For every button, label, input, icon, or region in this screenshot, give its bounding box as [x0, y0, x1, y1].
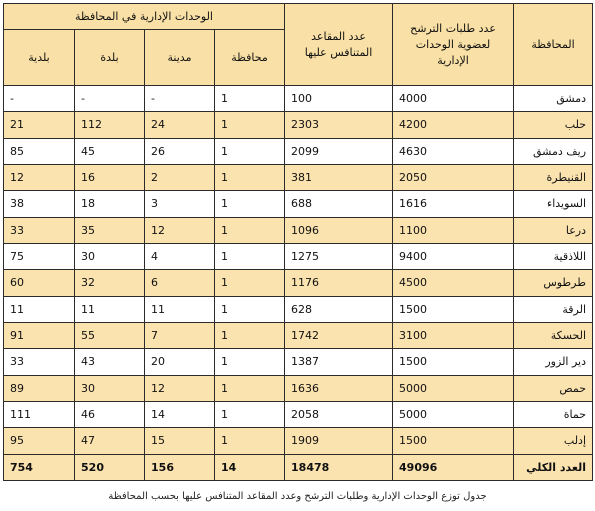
- table-row: [4, 217, 593, 243]
- cell-governorate: الحسكة: [514, 322, 593, 348]
- cell-madina: 12: [145, 217, 215, 243]
- cell-seats: 1096: [285, 217, 393, 243]
- cell-baladiya: 21: [4, 112, 75, 138]
- cell-muhafaza: 1: [215, 164, 285, 190]
- cell-seats: 100: [285, 86, 393, 112]
- cell-applications: 1100: [393, 217, 514, 243]
- table-row: [4, 375, 593, 401]
- cell-total-baladiya: 754: [4, 454, 75, 480]
- table-row: [4, 191, 593, 217]
- header-seats: عدد المقاعد المتنافس عليها: [285, 4, 393, 86]
- cell-madina: 7: [145, 322, 215, 348]
- table-row: [4, 86, 593, 112]
- cell-muhafaza: 1: [215, 375, 285, 401]
- cell-madina: 26: [145, 138, 215, 164]
- cell-baladiya: 111: [4, 401, 75, 427]
- cell-applications: 9400: [393, 243, 514, 269]
- cell-total-label: العدد الكلي: [514, 454, 593, 480]
- cell-seats: 1176: [285, 270, 393, 296]
- cell-applications: 4000: [393, 86, 514, 112]
- cell-muhafaza: 1: [215, 296, 285, 322]
- cell-governorate: الرقة: [514, 296, 593, 322]
- cell-balda: 43: [75, 349, 145, 375]
- table-row: [4, 322, 593, 348]
- cell-applications: 1616: [393, 191, 514, 217]
- cell-muhafaza: 1: [215, 86, 285, 112]
- cell-applications: 2050: [393, 164, 514, 190]
- cell-applications: 4200: [393, 112, 514, 138]
- table-caption: جدول توزع الوحدات الإدارية وطلبات الترشح وعدد المقاعد المتنافس عليها بحسب المحافظة: [108, 491, 487, 502]
- cell-muhafaza: 1: [215, 270, 285, 296]
- cell-balda: 32: [75, 270, 145, 296]
- table-row: [4, 401, 593, 427]
- cell-baladiya: 33: [4, 217, 75, 243]
- cell-balda: 30: [75, 375, 145, 401]
- cell-governorate: القنيطرة: [514, 164, 593, 190]
- cell-balda: -: [75, 86, 145, 112]
- cell-madina: 6: [145, 270, 215, 296]
- cell-seats: 1909: [285, 428, 393, 454]
- table-body: [4, 86, 593, 481]
- cell-applications: 1500: [393, 428, 514, 454]
- cell-balda: 11: [75, 296, 145, 322]
- cell-muhafaza: 1: [215, 191, 285, 217]
- cell-governorate: حماة: [514, 401, 593, 427]
- cell-governorate: دمشق: [514, 86, 593, 112]
- cell-baladiya: 85: [4, 138, 75, 164]
- cell-madina: 20: [145, 349, 215, 375]
- cell-seats: 381: [285, 164, 393, 190]
- cell-applications: 3100: [393, 322, 514, 348]
- cell-total-muhafaza: 14: [215, 454, 285, 480]
- cell-baladiya: 91: [4, 322, 75, 348]
- table-row: [4, 349, 593, 375]
- cell-muhafaza: 1: [215, 349, 285, 375]
- cell-seats: 628: [285, 296, 393, 322]
- cell-madina: 11: [145, 296, 215, 322]
- cell-baladiya: 60: [4, 270, 75, 296]
- cell-baladiya: 12: [4, 164, 75, 190]
- cell-madina: 15: [145, 428, 215, 454]
- table-header: [4, 4, 593, 86]
- cell-seats: 1742: [285, 322, 393, 348]
- cell-applications: 5000: [393, 375, 514, 401]
- header-balda: بلدة: [75, 30, 145, 86]
- cell-governorate: دير الزور: [514, 349, 593, 375]
- cell-seats: 1636: [285, 375, 393, 401]
- cell-governorate: حلب: [514, 112, 593, 138]
- cell-balda: 35: [75, 217, 145, 243]
- cell-balda: 46: [75, 401, 145, 427]
- cell-governorate: حمص: [514, 375, 593, 401]
- cell-muhafaza: 1: [215, 217, 285, 243]
- cell-governorate: السويداء: [514, 191, 593, 217]
- table-row: [4, 243, 593, 269]
- cell-governorate: درعا: [514, 217, 593, 243]
- table-row: [4, 164, 593, 190]
- cell-madina: 24: [145, 112, 215, 138]
- cell-applications: 4500: [393, 270, 514, 296]
- cell-governorate: اللاذقية: [514, 243, 593, 269]
- cell-madina: 14: [145, 401, 215, 427]
- cell-balda: 18: [75, 191, 145, 217]
- header-units-group: الوحدات الإدارية في المحافظة: [4, 4, 285, 30]
- cell-baladiya: 38: [4, 191, 75, 217]
- header-applications: عدد طلبات الترشح لعضوية الوحدات الإدارية: [393, 4, 514, 86]
- cell-madina: 12: [145, 375, 215, 401]
- cell-seats: 688: [285, 191, 393, 217]
- cell-muhafaza: 1: [215, 112, 285, 138]
- cell-madina: 2: [145, 164, 215, 190]
- cell-total-seats: 18478: [285, 454, 393, 480]
- cell-baladiya: 11: [4, 296, 75, 322]
- table-row: [4, 138, 593, 164]
- cell-muhafaza: 1: [215, 322, 285, 348]
- cell-total-applications: 49096: [393, 454, 514, 480]
- cell-muhafaza: 1: [215, 138, 285, 164]
- cell-balda: 55: [75, 322, 145, 348]
- table-row: [4, 296, 593, 322]
- header-muhafaza: محافظة: [215, 30, 285, 86]
- cell-balda: 16: [75, 164, 145, 190]
- cell-madina: 4: [145, 243, 215, 269]
- cell-balda: 112: [75, 112, 145, 138]
- cell-governorate: طرطوس: [514, 270, 593, 296]
- cell-baladiya: 33: [4, 349, 75, 375]
- cell-muhafaza: 1: [215, 401, 285, 427]
- cell-seats: 2303: [285, 112, 393, 138]
- cell-balda: 30: [75, 243, 145, 269]
- cell-seats: 1387: [285, 349, 393, 375]
- cell-balda: 47: [75, 428, 145, 454]
- cell-total-madina: 156: [145, 454, 215, 480]
- table-total-row: [4, 454, 593, 480]
- header-governorate: المحافظة: [514, 4, 593, 86]
- table-row: [4, 112, 593, 138]
- table-row: [4, 270, 593, 296]
- cell-baladiya: 89: [4, 375, 75, 401]
- governorate-units-table: [3, 3, 593, 481]
- cell-baladiya: 75: [4, 243, 75, 269]
- cell-applications: 5000: [393, 401, 514, 427]
- cell-total-balda: 520: [75, 454, 145, 480]
- cell-madina: -: [145, 86, 215, 112]
- cell-baladiya: -: [4, 86, 75, 112]
- cell-baladiya: 95: [4, 428, 75, 454]
- cell-seats: 2058: [285, 401, 393, 427]
- header-baladiya: بلدية: [4, 30, 75, 86]
- cell-seats: 2099: [285, 138, 393, 164]
- table-row: [4, 428, 593, 454]
- cell-muhafaza: 1: [215, 428, 285, 454]
- cell-applications: 1500: [393, 349, 514, 375]
- cell-seats: 1275: [285, 243, 393, 269]
- cell-muhafaza: 1: [215, 243, 285, 269]
- cell-governorate: ريف دمشق: [514, 138, 593, 164]
- cell-governorate: إدلب: [514, 428, 593, 454]
- cell-balda: 45: [75, 138, 145, 164]
- cell-madina: 3: [145, 191, 215, 217]
- cell-applications: 4630: [393, 138, 514, 164]
- header-madina: مدينة: [145, 30, 215, 86]
- cell-applications: 1500: [393, 296, 514, 322]
